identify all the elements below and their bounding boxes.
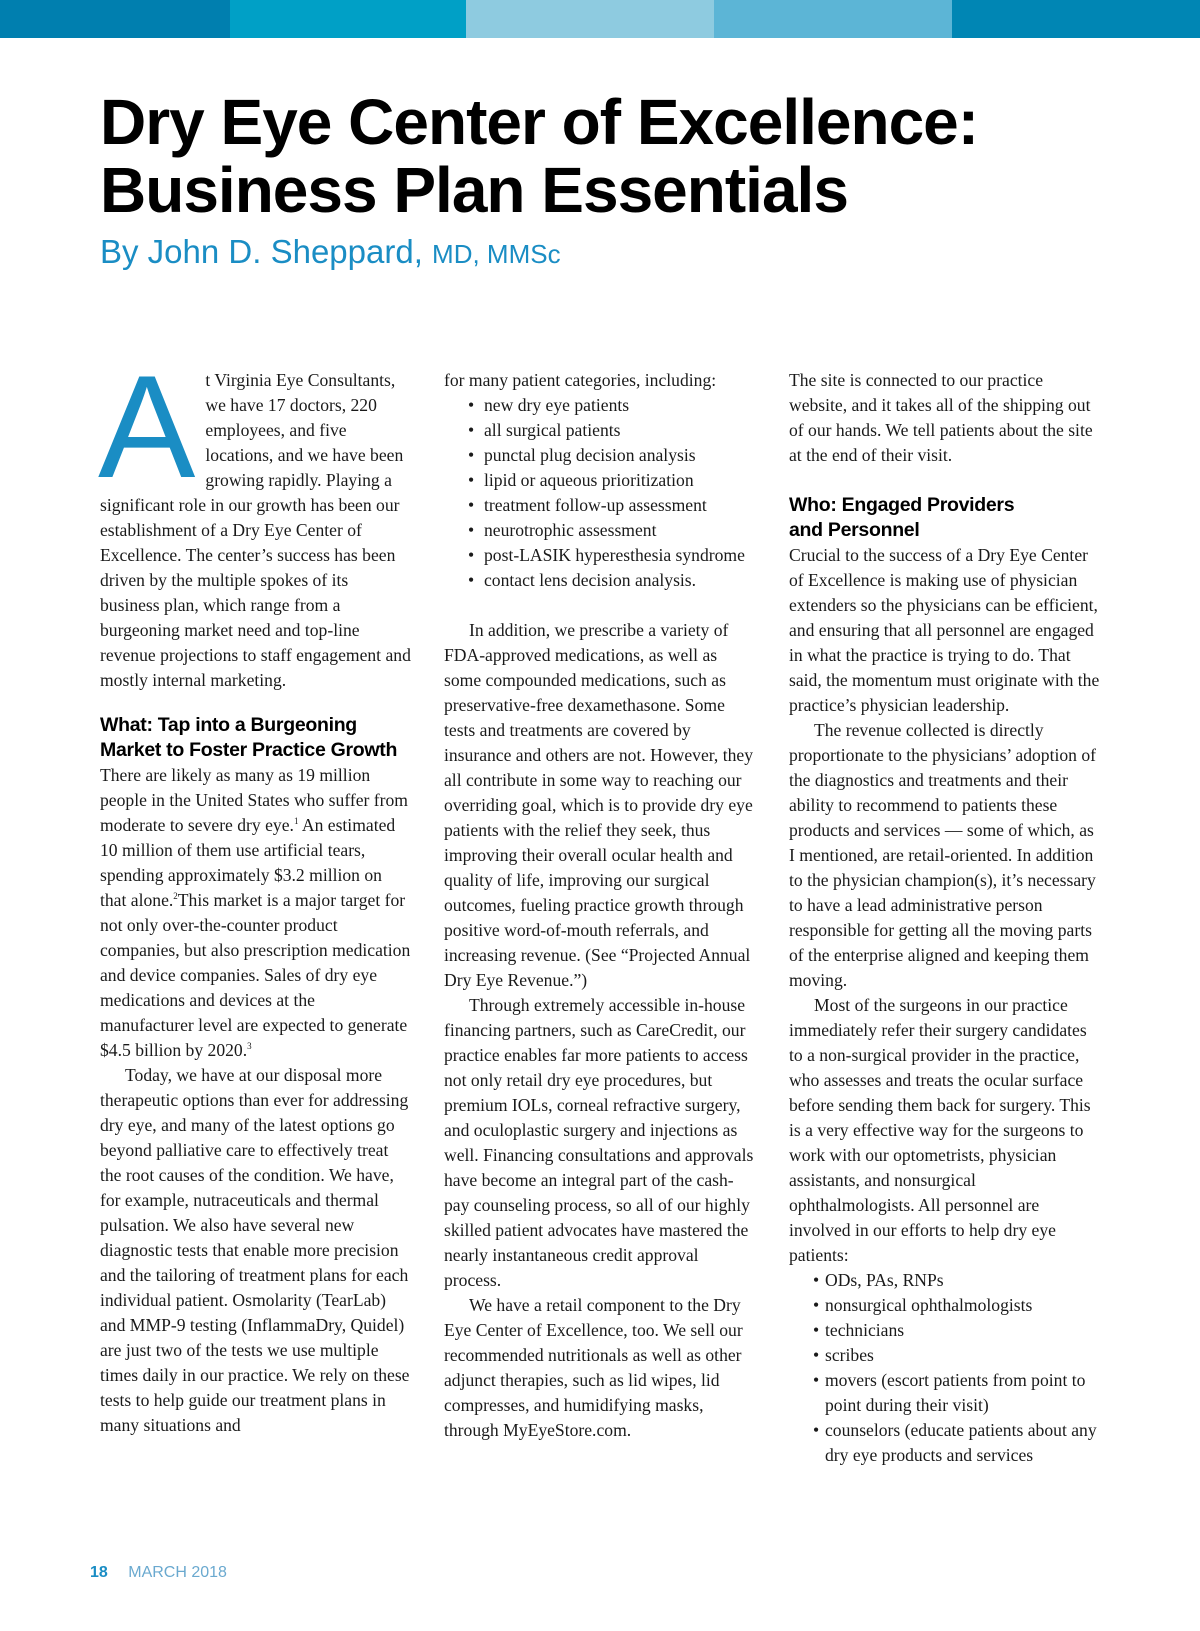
list-item: • new dry eye patients	[444, 393, 756, 418]
personnel-list	[789, 1268, 1101, 1468]
color-bar-segment	[230, 0, 466, 38]
author-credentials: MD, MMSc	[432, 239, 561, 269]
list-item: • counselors (educate patients about any dry eye products and services	[789, 1418, 1101, 1468]
site-paragraph: The site is connected to our practice website, and it takes all of the shipping out of our hands. We tell patients about the site at the end of their visit.	[789, 370, 1093, 465]
drop-cap: A	[98, 345, 196, 508]
section-heading-who	[789, 493, 1101, 543]
color-bar-segment	[466, 0, 714, 38]
providers-paragraph: Crucial to the success of a Dry Eye Center of Excellence is making use of physician extenders so the physicians can be efficient, and ensuring that all personnel are engaged in what the practice is trying to do. That said, the momentum must originate with the practice’s physician leadership.	[789, 545, 1100, 715]
section-heading-what	[100, 713, 412, 763]
categories-lead: for many patient categories, including:	[444, 370, 717, 390]
surgeons-paragraph: Most of the surgeons in our practice immediately refer their surgery candidates to a non-surgical provider in the practice, who assesses and treats the ocular surface before sending them back for surgery. This is a very effective way for the surgeons to work with our optometrists, physician assistants, and nonsurgical ophthalmologists. All personnel are involved in our efforts to help dry eye patients:	[789, 995, 1091, 1265]
list-item: • movers (escort patients from point to point during their visit)	[789, 1368, 1101, 1418]
intro-paragraph	[98, 345, 412, 693]
list-item: • scribes	[789, 1343, 1101, 1368]
medications-paragraph: In addition, we prescribe a variety of FDA-approved medications, as well as some compounded medications, such as preservative-free dexamethasone. Some tests and treatments are covered by insurance and others are not. However, they all contribute in some way to reaching our overriding goal, which is to provide dry eye patients with the relief they seek, thus improving their overall ocular health and quality of life, improving our surgical outcomes, fueling practice growth through positive word-of-mouth referrals, and increasing revenue. (See “Projected Annual Dry Eye Revenue.”)	[444, 620, 754, 990]
list-item: • post-LASIK hyperesthesia syndrome	[444, 543, 756, 568]
article-title	[100, 88, 1140, 224]
column-2	[444, 368, 756, 1443]
page-number: 18	[90, 1564, 108, 1581]
color-bar-segment	[0, 0, 230, 38]
list-item: • contact lens decision analysis.	[444, 568, 756, 593]
options-paragraph: Today, we have at our disposal more therapeutic options than ever for addressing dry eye, and many of the latest options go beyond palliative care to effectively treat the root causes of the condition. We have, for example, nutraceuticals and thermal pulsation. We also have several new diagnostic tests that enable more precision and the tailoring of treatment plans for each individual patient. Osmolarity (TearLab) and MMP-9 testing (InflammaDry, Quidel) are just two of the tests we use multiple times daily in our practice. We rely on these tests to help guide our treatment plans in many situations and	[100, 1065, 410, 1435]
text-run: An estimated 10 million of them use artificial tears, spending approximately $3.2 million on that alone.	[100, 815, 396, 910]
list-item: • treatment follow-up assessment	[444, 493, 756, 518]
color-bar-segment	[714, 0, 952, 38]
reference-mark: 2	[173, 891, 178, 902]
list-item: • nonsurgical ophthalmologists	[789, 1293, 1101, 1318]
list-item: • neurotrophic assessment	[444, 518, 756, 543]
list-item: • all surgical patients	[444, 418, 756, 443]
list-item: • ODs, PAs, RNPs	[789, 1268, 1101, 1293]
title-line-2: Business Plan Essentials	[100, 154, 848, 226]
retail-paragraph: We have a retail component to the Dry Eye Center of Excellence, too. We sell our recommended nutritionals as well as other adjunct therapies, such as lid wipes, lid compresses, and humidifying masks, through MyEyeStore.com.	[444, 1295, 743, 1440]
reference-mark: 3	[247, 1041, 252, 1052]
author-name: By John D. Sheppard,	[100, 233, 423, 270]
text-run: There are likely as many as 19 million people in the United States who suffer from moderate to severe dry eye.	[100, 765, 408, 835]
list-item: • lipid or aqueous prioritization	[444, 468, 756, 493]
revenue-paragraph: The revenue collected is directly proportionate to the physicians’ adoption of the diagnostics and treatments and their ability to recommend to patients these products and services — some of which, as I mentioned, are retail-oriented. In addition to the physician champion(s), it’s necessary to have a lead administrative person responsible for getting all the moving parts of the enterprise aligned and keeping them moving.	[789, 720, 1097, 990]
issue-date: MARCH 2018	[128, 1564, 227, 1581]
list-item: • technicians	[789, 1318, 1101, 1343]
page-footer	[90, 1563, 227, 1583]
reference-mark: 1	[293, 816, 299, 827]
column-1	[98, 345, 412, 1438]
heading-line: Market to Foster Practice Growth	[100, 739, 398, 761]
header-color-bar	[0, 0, 1200, 38]
color-bar-segment	[952, 0, 1200, 38]
market-paragraph	[100, 763, 412, 1063]
heading-line: What: Tap into a Burgeoning	[100, 714, 357, 736]
financing-paragraph: Through extremely accessible in-house financing partners, such as CareCredit, our practice enables far more patients to access not only retail dry eye procedures, but premium IOLs, corneal refractive surgery, and oculoplastic surgery and injections as well. Financing consultations and approvals have become an integral part of the cash-pay counseling process, so all of our highly skilled patient advocates have mastered the nearly instantaneous credit approval process.	[444, 995, 754, 1290]
heading-line: Who: Engaged Providers	[789, 494, 1015, 516]
text-run: This market is a major target for not only over-the-counter product companies, but also prescription medication and device companies. Sales of dry eye medications and devices at the manufacturer level are expected to generate $4.5 billion by 2020.	[100, 890, 411, 1060]
column-3	[789, 368, 1101, 1468]
list-item: • punctal plug decision analysis	[444, 443, 756, 468]
heading-line: and Personnel	[789, 519, 920, 541]
author-byline	[100, 232, 561, 274]
patient-category-list	[444, 393, 756, 593]
title-line-1: Dry Eye Center of Excellence:	[100, 86, 979, 158]
intro-text: t Virginia Eye Consultants, we have 17 doctors, 220 employees, and five locations, and we have been growing rapidly. Playing a significant role in our growth has been our establishment of a Dry Eye Center of Excellence. The center’s success has been driven by the multiple spokes of its business plan, which range from a burgeoning market need and top-line revenue projections to staff engagement and mostly internal marketing.	[100, 370, 411, 690]
